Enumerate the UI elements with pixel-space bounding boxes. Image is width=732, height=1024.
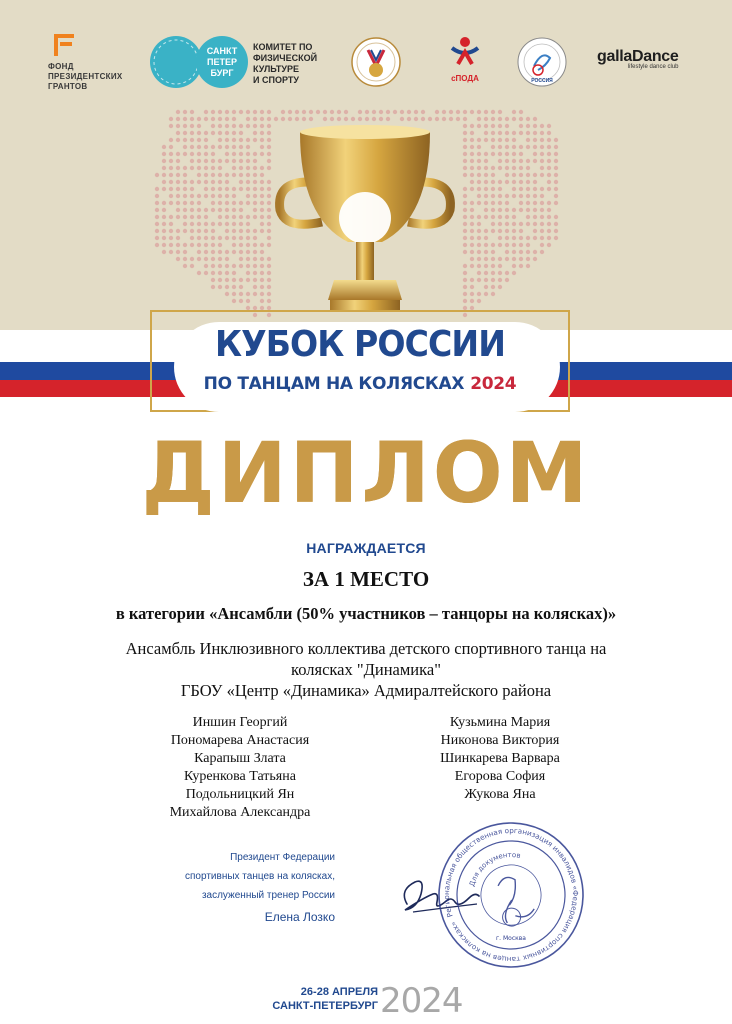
participant-name: Шинкарева Варвара xyxy=(440,751,560,766)
organization-stamp xyxy=(436,820,586,970)
presidential-grants-fund-logo xyxy=(48,34,138,92)
trophy-cup-icon xyxy=(270,122,460,330)
ensemble-line-1: Ансамбль Инклюзивного коллектива детского спортивного танца на xyxy=(125,639,607,658)
galladance-name: gallaDance xyxy=(597,48,679,65)
header-band xyxy=(0,0,732,330)
galladance-logo xyxy=(597,48,679,70)
spb-line-4: И СПОРТУ xyxy=(253,75,299,85)
participant-name: Егорова София xyxy=(454,769,546,784)
cup-year: 2024 xyxy=(470,374,517,394)
event-city: САНКТ-ПЕТЕРБУРГ xyxy=(272,1000,378,1012)
spb-sports-committee-logo xyxy=(150,32,325,92)
fpg-mark-icon xyxy=(48,34,76,56)
category-label: в категории «Ансамбли (50% участников – танцоры на колясках)» xyxy=(115,604,617,623)
spb-circles-icon xyxy=(150,32,254,92)
stamp-city: г. Москва xyxy=(496,935,526,942)
participants-left-column xyxy=(140,714,340,822)
participant-name: Никонова Виктория xyxy=(440,733,560,748)
spb-badge-line-1: САНКТ xyxy=(206,46,238,56)
galladance-tagline: lifestyle dance club xyxy=(627,64,679,70)
participants-right-column xyxy=(400,714,600,804)
event-dates-text: 26-28 АПРЕЛЯ xyxy=(300,986,378,998)
spb-line-2: ФИЗИЧЕСКОЙ xyxy=(253,53,318,63)
fpg-line-3: ГРАНТОВ xyxy=(48,82,88,91)
cup-subtitle-text: ПО ТАНЦАМ НА КОЛЯСКАХ xyxy=(203,374,465,394)
participant-name: Карапыш Злата xyxy=(194,751,286,766)
stamp-outer-text: Региональная общественная организация инвалидов «Федерация спортивных танцев на колясках» xyxy=(441,825,581,965)
spb-line-1: КОМИТЕТ ПО xyxy=(253,42,313,52)
president-title-line-2: спортивных танцев на колясках, xyxy=(185,871,335,882)
event-dates xyxy=(268,985,378,1013)
spb-line-3: КУЛЬТУРЕ xyxy=(253,64,299,74)
participant-name: Жукова Яна xyxy=(464,787,536,802)
federation-round-logo xyxy=(516,36,568,88)
awarded-label: НАГРАЖДАЕТСЯ xyxy=(306,540,426,556)
participant-name: Пономарева Анастасия xyxy=(170,733,310,748)
spoda-figure-icon xyxy=(448,36,482,66)
president-title-line-1: Президент Федерации xyxy=(230,852,335,863)
stamp-inner-text: Для документов xyxy=(468,850,522,888)
participant-name: Куренкова Татьяна xyxy=(184,769,296,784)
ensemble-block xyxy=(100,638,632,701)
participant-name: Иншин Георгий xyxy=(192,715,288,730)
medal-emblem-logo xyxy=(350,36,402,88)
spoda-logo xyxy=(440,36,490,83)
participant-name: Подольницкий Ян xyxy=(185,787,295,802)
federation-label: РОССИЯ xyxy=(531,78,553,84)
president-name: Елена Лозко xyxy=(264,910,335,924)
spb-badge-line-2: ПЕТЕР xyxy=(207,57,237,67)
fpg-line-2: ПРЕЗИДЕНТСКИХ xyxy=(48,72,123,81)
president-title-line-3: заслуженный тренер России xyxy=(201,890,335,901)
cup-subtitle xyxy=(150,372,570,396)
president-signature-block xyxy=(130,848,335,927)
participant-name: Кузьмина Мария xyxy=(449,715,551,730)
svg-text:Региональная общественная орга xyxy=(436,820,586,970)
spoda-label: сПОДА xyxy=(451,74,479,83)
ensemble-line-3: ГБОУ «Центр «Динамика» Адмиралтейского района xyxy=(180,681,552,700)
cup-title: КУБОК РОССИИ xyxy=(214,324,506,365)
svg-text:Для документов xyxy=(461,845,527,889)
ensemble-line-2: колясках "Динамика" xyxy=(291,660,441,679)
diploma-heading: ДИПЛОМ xyxy=(141,424,591,522)
event-year: 2024 xyxy=(380,981,463,1021)
fpg-line-1: ФОНД xyxy=(48,62,74,71)
spb-badge-line-3: БУРГ xyxy=(210,68,234,78)
place-label: ЗА 1 МЕСТО xyxy=(302,567,430,591)
sponsor-logos xyxy=(0,30,732,100)
participant-name: Михайлова Александра xyxy=(169,805,311,820)
